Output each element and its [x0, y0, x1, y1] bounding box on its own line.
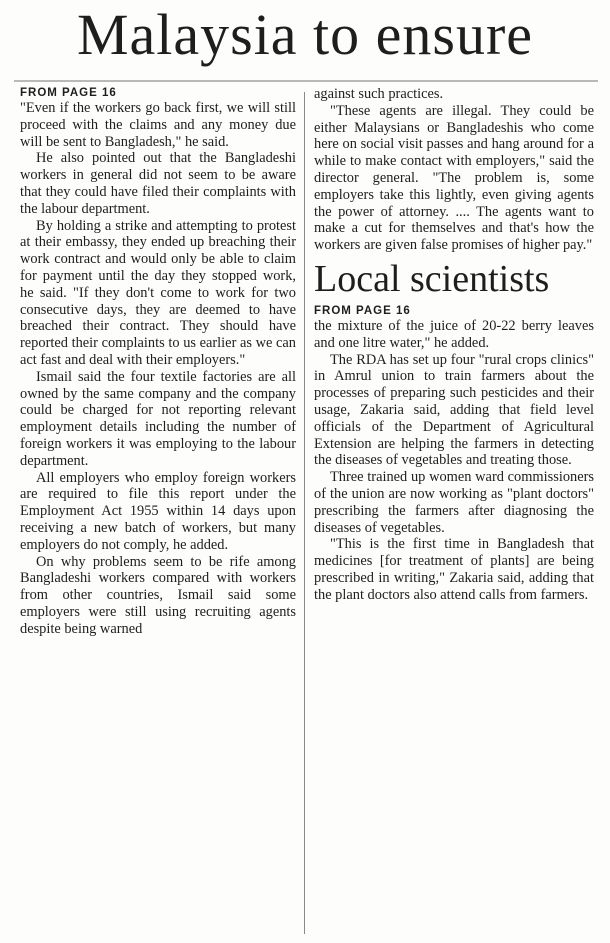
paragraph: "This is the first time in Bangladesh that medicines [for treatment of plants] are being prescribed in writing," Zakaria said, adding that the plant doctors also attend calls from farmers. [314, 536, 594, 603]
paragraph: On why problems seem to be rife among Bangladeshi workers compared with workers from other countries, Ismail said some employers were still using recruiting agents despite being warned [20, 553, 296, 637]
paragraph: The RDA has set up four "rural crops clinics" in Amrul union to train farmers about the processes of preparing such pesticides and their usage, Zakaria said, adding that field level officials of the Department of Agricultural Extension are helping the farmers in detecting the diseases of vegetables and treating those. [314, 351, 594, 469]
paragraph: All employers who employ foreign workers are required to file this report under the Employment Act 1955 within 14 days upon receiving a new batch of workers, but many employers do not comply, he added. [20, 469, 296, 553]
paragraph: "Even if the workers go back first, we will still proceed with the claims and any money due will be sent to Bangladesh," he said. [20, 100, 296, 150]
continuation-paragraph: against such practices. [314, 86, 444, 102]
paragraph: By holding a strike and attempting to protest at their embassy, they ended up breaching their work contract and would only be able to claim for payment until the day they stopped work, he said. "If they don't come to work for two consecutive days, they are deemed to have breached their contract. They should have reported their complaints to us earlier as we can act fast and deal with their employers." [20, 217, 296, 368]
subheadline: Local scientists [314, 257, 550, 300]
paragraph: Ismail said the four textile factories are all owned by the same company and the company could be charged for not reporting relevant employment details including the number of foreign workers it was employing to the labour department. [20, 368, 296, 469]
right-column [314, 86, 594, 604]
from-page-label: FROM PAGE 16 [20, 87, 117, 99]
from-page-label: FROM PAGE 16 [314, 304, 411, 317]
headline: Malaysia to ensure [76, 2, 534, 67]
column-divider [304, 92, 305, 934]
top-rule [14, 80, 598, 82]
paragraph: He also pointed out that the Bangladeshi workers in general did not seem to be aware that they could have filed their complaints with the labour department. [20, 150, 296, 217]
left-column [20, 86, 296, 638]
paragraph: the mixture of the juice of 20-22 berry leaves and one litre water," he added. [314, 317, 594, 351]
continuation-paragraph: "These agents are illegal. They could be either Malaysians or Bangladeshis who come here on social visit passes and hang around for a while to make contact with employers," said the director general. "The problem is, some employers take this lightly, even giving agents the power of attorney. .... The agents want to make a cut for themselves and that's how the workers are given false promises of higher pay." [314, 102, 594, 254]
paragraph: Three trained up women ward commissioners of the union are now working as "plant doctors" prescribing the farmers after diagnosing the diseases of vegetables. [314, 469, 594, 536]
